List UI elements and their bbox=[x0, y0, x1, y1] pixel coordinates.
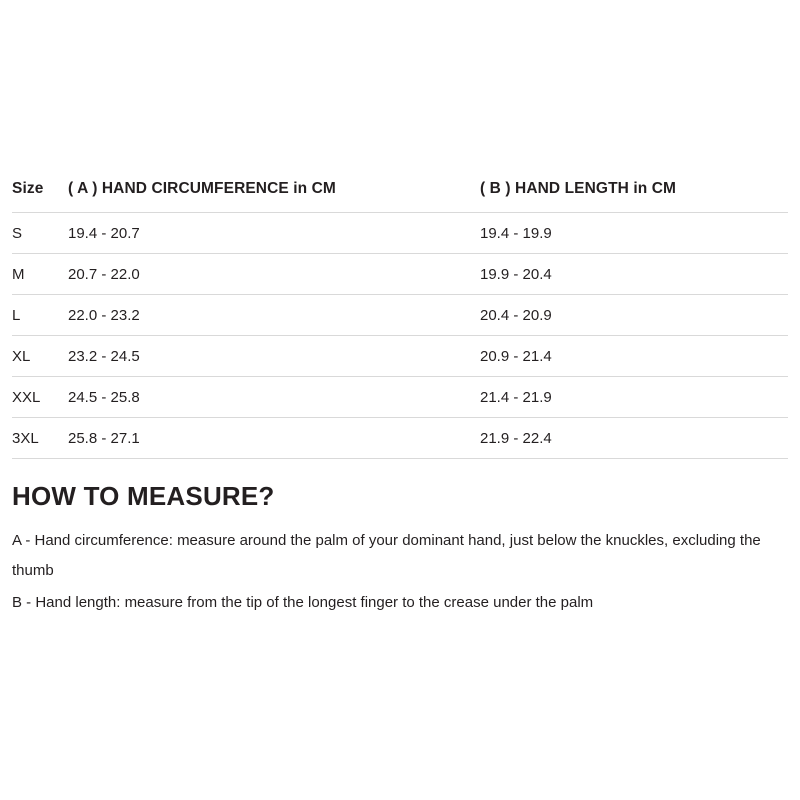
measure-note-length: B - Hand length: measure from the tip of the longest finger to the crease under the palm bbox=[12, 594, 594, 611]
table-header-row bbox=[12, 168, 788, 213]
column-header-hand-circumference: ( A ) HAND CIRCUMFERENCE in CM bbox=[68, 168, 480, 213]
cell-size: L bbox=[12, 295, 68, 336]
cell-hand-circumference: 22.0 - 23.2 bbox=[68, 295, 480, 336]
cell-size: S bbox=[12, 213, 68, 254]
table-row bbox=[12, 377, 788, 418]
table-row bbox=[12, 295, 788, 336]
how-to-measure-title: HOW TO MEASURE? bbox=[12, 481, 275, 511]
table-row bbox=[12, 418, 788, 459]
column-header-hand-length: ( B ) HAND LENGTH in CM bbox=[480, 168, 788, 213]
table-row bbox=[12, 336, 788, 377]
cell-hand-length: 20.4 - 20.9 bbox=[480, 295, 788, 336]
cell-hand-circumference: 23.2 - 24.5 bbox=[68, 336, 480, 377]
cell-hand-circumference: 24.5 - 25.8 bbox=[68, 377, 480, 418]
size-guide-content bbox=[12, 168, 788, 618]
cell-size: XXL bbox=[12, 377, 68, 418]
table-header bbox=[12, 168, 788, 213]
table-row bbox=[12, 213, 788, 254]
cell-hand-length: 21.9 - 22.4 bbox=[480, 418, 788, 459]
column-header-size: Size bbox=[12, 168, 68, 213]
table-row bbox=[12, 254, 788, 295]
cell-hand-length: 20.9 - 21.4 bbox=[480, 336, 788, 377]
size-chart-table bbox=[12, 168, 788, 459]
cell-hand-circumference: 25.8 - 27.1 bbox=[68, 418, 480, 459]
cell-hand-length: 19.9 - 20.4 bbox=[480, 254, 788, 295]
cell-size: XL bbox=[12, 336, 68, 377]
cell-size: M bbox=[12, 254, 68, 295]
cell-size: 3XL bbox=[12, 418, 68, 459]
cell-hand-circumference: 20.7 - 22.0 bbox=[68, 254, 480, 295]
table-body bbox=[12, 213, 788, 459]
measure-note-circumference: A - Hand circumference: measure around the palm of your dominant hand, just below the knuckles, excluding the thumb bbox=[12, 532, 761, 579]
cell-hand-circumference: 19.4 - 20.7 bbox=[68, 213, 480, 254]
cell-hand-length: 21.4 - 21.9 bbox=[480, 377, 788, 418]
cell-hand-length: 19.4 - 19.9 bbox=[480, 213, 788, 254]
